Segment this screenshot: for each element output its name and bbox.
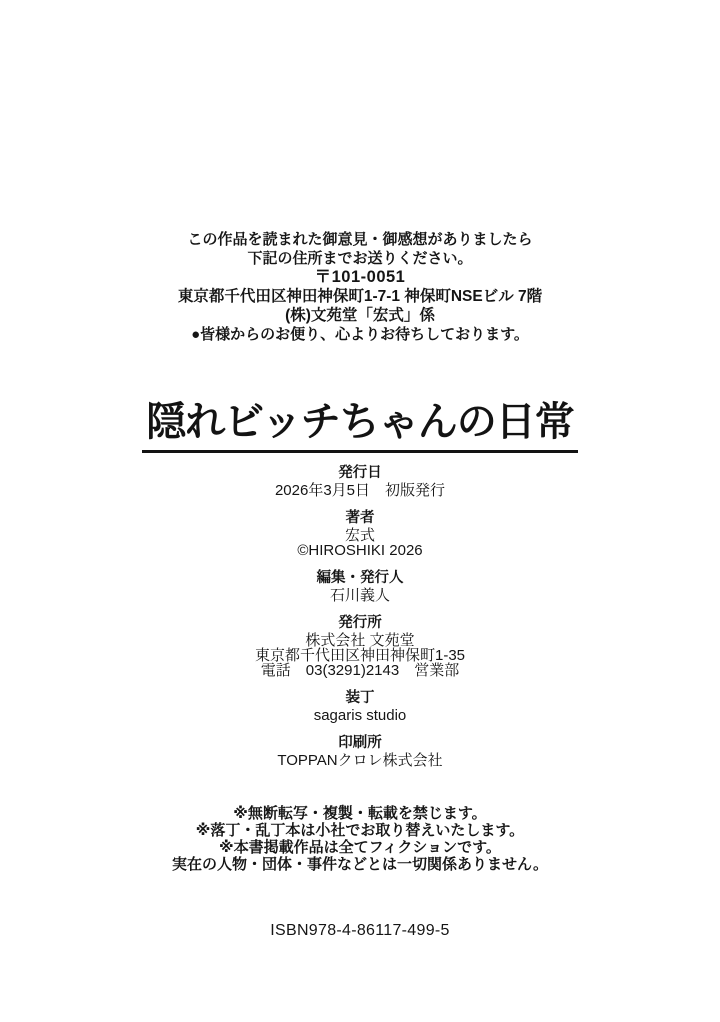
section-label: 装丁: [345, 690, 375, 706]
publishing-phone: 電話 03(3291)2143 営業部: [260, 662, 460, 679]
section-label: 編集・発行人: [316, 570, 404, 586]
section-label: 著者: [345, 510, 375, 526]
legal-disclaimers: [0, 805, 720, 873]
book-title: 隠れビッチちゃんの日常: [142, 401, 577, 453]
disclaimer-line: ※無断転写・複製・転載を禁じます。: [233, 805, 487, 822]
section-label: 発行所: [338, 615, 382, 631]
author-name: 宏式: [344, 527, 375, 544]
section-book-design: [0, 691, 720, 723]
printing-company: TOPPANクロレ株式会社: [277, 752, 443, 769]
publishing-address: 東京都千代田区神田神保町1-35: [254, 647, 466, 664]
section-editor-publisher: [0, 571, 720, 603]
disclaimer-line: ※本書掲載作品は全てフィクションです。: [219, 839, 501, 856]
publishing-company: 株式会社 文苑堂: [305, 632, 415, 649]
title-wrap: [0, 401, 720, 453]
isbn: ISBN978-4-86117-499-5: [270, 922, 450, 939]
section-label: 発行日: [338, 465, 382, 481]
feedback-line-2: 下記の住所までお送りください。: [247, 250, 473, 267]
section-author: [0, 511, 720, 558]
disclaimer-line: ※落丁・乱丁本は小社でお取り替えいたします。: [195, 822, 525, 839]
colophon-sections: [0, 466, 720, 768]
publisher-address: 東京都千代田区神田神保町1-7-1 神保町NSEビル 7階: [177, 288, 543, 305]
feedback-closing: ●皆様からのお便り、心よりお待ちしております。: [191, 326, 529, 343]
section-printer: [0, 736, 720, 768]
copyright-notice: ©HIROSHIKI 2026: [297, 542, 423, 559]
disclaimer-line: 実在の人物・団体・事件などとは一切関係ありません。: [172, 856, 548, 873]
postal-code: 〒101-0051: [314, 268, 406, 286]
section-label: 印刷所: [338, 735, 382, 751]
section-publication-date: [0, 466, 720, 498]
editor-name: 石川義人: [329, 587, 390, 604]
publication-date-value: 2026年3月5日 初版発行: [274, 482, 446, 499]
feedback-notice: [0, 230, 720, 344]
feedback-line-1: この作品を読まれた御意見・御感想がありましたら: [187, 231, 533, 248]
mail-recipient: (株)文苑堂「宏式」係: [285, 307, 435, 324]
section-publishing-house: [0, 616, 720, 678]
design-studio: sagaris studio: [313, 707, 407, 724]
